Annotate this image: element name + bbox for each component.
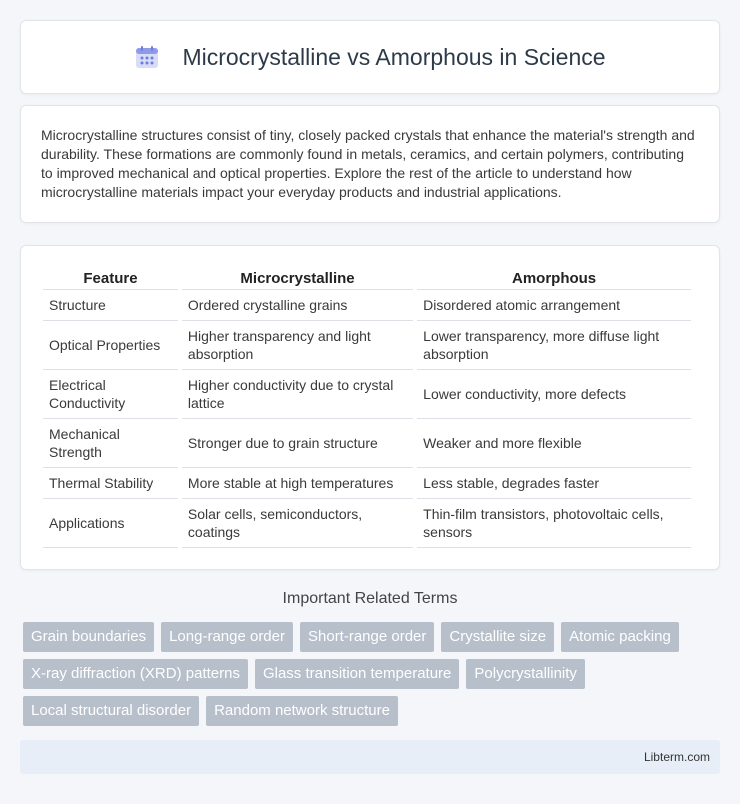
related-term-tag[interactable]: Short-range order [300, 622, 434, 652]
comparison-table-card [20, 245, 720, 570]
related-term-tag[interactable]: Crystallite size [441, 622, 554, 652]
table-cell: Thermal Stability [43, 468, 178, 499]
calendar-grid-icon [134, 44, 160, 70]
table-row [43, 499, 691, 548]
table-cell: Stronger due to grain structure [182, 419, 413, 468]
footer [20, 740, 720, 774]
table-row [43, 419, 691, 468]
table-header-row [43, 266, 691, 290]
table-row [43, 321, 691, 370]
table-cell: Applications [43, 499, 178, 548]
table-row [43, 468, 691, 499]
tag-row [23, 696, 723, 726]
table-cell: More stable at high temperatures [182, 468, 413, 499]
table-cell: Optical Properties [43, 321, 178, 370]
intro-card [20, 105, 720, 223]
table-cell: Disordered atomic arrangement [417, 290, 691, 321]
table-cell: Higher transparency and light absorption [182, 321, 413, 370]
header-card [20, 20, 720, 94]
related-term-tag[interactable]: Grain boundaries [23, 622, 154, 652]
table-cell: Mechanical Strength [43, 419, 178, 468]
related-terms-title: Important Related Terms [282, 590, 458, 607]
table-cell: Thin-film transistors, photovoltaic cells, sensors [417, 499, 691, 548]
table-cell: Structure [43, 290, 178, 321]
related-terms-list [23, 622, 723, 733]
table-row [43, 370, 691, 419]
table-cell: Solar cells, semiconductors, coatings [182, 499, 413, 548]
table-cell: Electrical Conductivity [43, 370, 178, 419]
tag-row [23, 622, 723, 652]
table-cell: Higher conductivity due to crystal lattice [182, 370, 413, 419]
column-header-amorphous: Amorphous [417, 266, 691, 290]
related-term-tag[interactable]: Long-range order [161, 622, 293, 652]
table-row [43, 290, 691, 321]
page-title: Microcrystalline vs Amorphous in Science [182, 43, 606, 70]
related-term-tag[interactable]: Local structural disorder [23, 696, 199, 726]
related-term-tag[interactable]: X-ray diffraction (XRD) patterns [23, 659, 248, 689]
footer-site-link[interactable]: Libterm.com [643, 750, 710, 764]
column-header-feature: Feature [43, 266, 178, 290]
intro-text: Microcrystalline structures consist of tiny, closely packed crystals that enhance the material's strength and durability. These formations are commonly found in metals, ceramics, and certain polymers, contributing to improved mechanical and optical properties. Explore the rest of the article to understand how microcrystalline materials impact your everyday products and industrial applications. [41, 127, 695, 200]
table-cell: Ordered crystalline grains [182, 290, 413, 321]
table-cell: Weaker and more flexible [417, 419, 691, 468]
column-header-microcrystalline: Microcrystalline [182, 266, 413, 290]
related-term-tag[interactable]: Atomic packing [561, 622, 679, 652]
related-term-tag[interactable]: Glass transition temperature [255, 659, 459, 689]
table-cell: Less stable, degrades faster [417, 468, 691, 499]
table-cell: Lower transparency, more diffuse light absorption [417, 321, 691, 370]
comparison-table [39, 266, 695, 548]
related-term-tag[interactable]: Random network structure [206, 696, 398, 726]
tag-row [23, 659, 723, 689]
table-cell: Lower conductivity, more defects [417, 370, 691, 419]
related-term-tag[interactable]: Polycrystallinity [466, 659, 585, 689]
